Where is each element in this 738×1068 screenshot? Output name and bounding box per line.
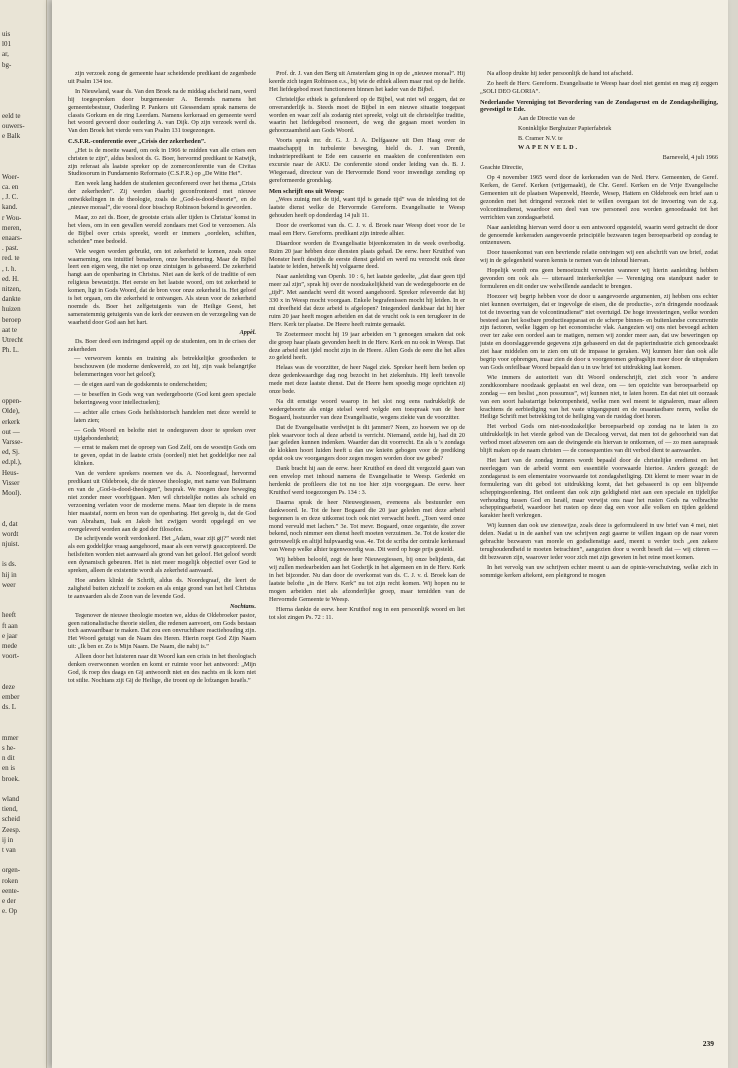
gutter-fragment: r Wou- [2,213,22,222]
column-2 [269,70,465,1010]
gutter-fragment: roken [2,876,18,885]
gutter-fragment: ember [2,693,20,701]
gutter-fragment: kand. [2,203,18,212]
gutter-fragment: ed.pl.), [2,458,22,467]
gutter-fragment: Visser [2,478,20,487]
gutter-fragment: out — [2,427,20,436]
gutter-fragment: orgen- [2,866,21,875]
gutter-fragment: d, dat [2,519,18,528]
gutter-fragment: ij in [2,835,14,844]
gutter-fragment: beroep [2,315,22,324]
paragraph: „Het is de moeite waard, om ook in 1966 te midden van alle crises een christen te zijn”, aldus besloot ds. G. Boer, hervormd predikant te Katwijk, zijn referaat als laatste spreker op de zomerconferentie van de Civitas Studiosorum in Fundamento Reformato (C.S.F.R.) op „De Witte Hei”. [68,146,256,178]
section-heading: Nederlandse Vereniging tot Bevordering van de Zondagsrust en de Zondagsheiliging, gevestigd te Ede. [480,98,718,114]
paragraph: De schrijvende wordt verdonkerd. Het „Adam, waar zijt gij?” wordt niet als een goddelijke vraag aangehoord, maar als een verwijt geaccepteerd. De heilsfeiten worden niet aanvaard als grond van het geloof. Het geloof wordt een dynamisch gebeuren. Het is niet meer mogelijk objectief over God te spreken, alleen de existentie wordt als zekerheid aanvaard. [68,535,256,575]
gutter-fragment: njuist. [2,540,20,548]
paragraph: Vele wegen worden gebruikt, om tot zekerheid te komen, zoals onze waarneming, ons intuïtief benaderen, onze beredenering. Maar de Bijbel leert een eigen weg, die niet op onze zintuigen is gebaseerd. De zekerheid hangt aan de openbaring in Christus. Niet aan de kerk of de traditie of een religieus bewustzijn. Het eerste en het laatste woord, om tot zekerheid te komen, ligt in Gods Woord, dat de bron voor onze zekerheid is. Het geloof is het orgaan, om die zekerheid te ontvangen. Als steun voor de zekerheid noemde ds. Boer het zelfgetuigenis van de Heilige Geest, het samenstemmig getuigenis van de kerk der eeuwen en de verzegeling van de waarheid door God aan het hart. [68,247,256,326]
paragraph: Een week lang hadden de studenten geconfereerd over het thema „Crisis der zekerheden”. Zij werden daarbij geconfronteerd met nieuwe ontwikkelingen in de theologie, zoals de „God-is-dood-theorie”, en de „nieuwe moraal”, die vooral door bisschop Robinson bekend is geworden. [68,180,256,212]
gutter-fragment: Heus- [2,468,19,477]
column-3 [480,70,718,1010]
paragraph: Naar aanleiding van Openb. 10 : 6, het laatste gedeelte, „dat daar geen tijd meer zal zijn”, sprak hij over de noodzakelijkheid van de wedergeboorte en de „tijd”. Met aandacht werd dit woord aangehoord. Spreker releveerde dat hij 330 x in Weesp mocht voorgaan. Enkele begrafenissen mocht hij leiden. In er mi dreefheid dat deze arbeid is afgelopen? Integendeel dankbaar dat hij hier ruim 20 jaar heeft mogen arbeiden en dat de vrucht ook is een terugkeer in de Herv. Kerk ter plaatse. De Heere heeft ruimte gemaakt. [269,273,465,328]
gutter-fragment: Zeesp. [2,825,21,834]
gutter-fragment: ca. en [2,183,19,191]
gutter-fragment: ft aan [2,621,18,630]
gutter-fragment: hij in [2,570,17,579]
paragraph: Na dit ernstige woord waarop in het slot nog eens nadrukkelijk de wedergeboorte als enige stelsel werd volgde een toespraak van de heer Bogaard, hsstuurder van deze Evangelisatie, wegens ziekte van de voorzitter. [269,397,465,421]
gutter-fragment: uis [2,30,11,38]
gutter-fragment: Utrecht [2,336,23,344]
gutter-fragment: ar, [2,50,9,59]
section-heading: Men schrijft ons uit Weesp: [269,187,345,195]
gutter-fragment: e der [2,897,16,905]
column-1 [68,70,256,1010]
paragraph: zijn verzoek zong de gemeente haar scheidende predikant de zegenbede uit Psalm 134 toe. [68,70,256,85]
paragraph: Het verbod Gods om niet-noodzakelijke beroepsarbeid op zondag na te laten is zo uitdrukkelijk in het vierde gebod van de Decaloog vervat, dat men tot de gehoorheid van dat verbod moet afzweren om aan de dwingende eis hiervan te ontkomen, of — zo men aanspraak blijft maken op de naam christen — de consequenties van dit verbod dient te aanvaarden. [480,423,718,455]
dash-item: — de eigen aard van de godskennis te onderscheiden; [74,381,207,389]
dash-item: — ernst te maken met de oproep van God Zelf, om de woestijn Gods om te geven, opdat in de laatste crisis (oordeel) niet het goddelijke nee zal klinken. [74,444,256,468]
gutter-fragment: red. te [2,254,20,263]
address-town: WAPENVELD. [518,144,580,152]
gutter-fragment: broek. [2,774,20,783]
paragraph: Zo heeft de Herv. Gereform. Evangelisatie te Weesp haar doel niet gemist en mag zij zeggen „SOLI DEO GLORIA”. [480,79,718,95]
gutter-fragment: is ds. [2,560,17,569]
salutation: Geachte Directie, [480,164,524,172]
gutter-fragment: tiend, [2,805,18,814]
paragraph: Helaas was de voorzitter, de heer Nagel ziek. Spreker heeft hem beden op deze gedenkwaardige dag nog bezocht in het ziekenhuis. Hij leeft tenvolle mede met deze laatste dienst. Dat de Heere hem spoedig moge oprichten zij onze bede. [269,364,465,396]
gutter-fragment: dankte [2,295,21,304]
dash-item: — achter alle crises Gods heilshistorisch handelen met deze wereld te laten zien; [74,408,256,424]
subheading: Nochtans. [230,602,256,610]
paragraph: Dank bracht hij aan de eerw. heer Kruithof en deed dit vergezeld gaan van een envelop met inhoud namens de Evangelisatie te Weesp. Gedenkt en herdenkt de profileers die tot nu toe hier zijn voorgegaan. De eerw. heer Kruithof werd toegezongen Ps. 134 : 3. [269,465,465,496]
gutter-fragment: meren, [2,223,22,232]
paragraph: Diaardoor worden de Evangelisatie bijeenkomsten in de week overbodig. Ruim 20 jaar hebben deze diensten plaats gehad. De eerw. heer Kruithof van Monster heeft destijds de eerste dienst geleid en werd nu verzocht ook deze laatste te leiden, hetwelk hij volgaarne deed. [269,239,465,271]
previous-page-edge [0,0,47,1068]
paragraph: Door de overkomst van ds. C. J. v. d. Broek naar Weesp doet voor de 1e maal een Herv. Gereform. predikant zijn intrede alhier. [269,221,465,237]
paragraph: Van de verdere sprekers noemen we ds. A. Noordegraaf, hervormd predikant uit Oldebroek, die de nieuwe theologie, met name van Bultmann en van de „God-is-dood-theologen”, besprak. We mogen deze beweging niet zonder meer voorbijgaan. Men wil christelijke noties als schuld en verzoening verlaten voor de moderne mens. Maar ten diepste is de mens hier maatstaf, norm en bron van de openbaring. Het gevolg is, dat de God van Abraham, Isak en Jakob het zwijgen wordt opgelegd en we overgeleverd worden aan de god der filosofen. [68,470,256,533]
paragraph: Hoezeer wij begrip hebben voor de door u aangevoerde argumenten, zij hebben ons echter niet kunnen overtuigen, dat er ingevolge de eisen, die de productie-, zo'n dringende noodzaak tot de invoering van de volcontinudienst” niet overtuigd. De hoge investeringen, welke worden besteed aan het kostbare productieapparaat en de scherpe binnen- en buitenlandse concurrentie zijn factoren, welke liggen op het economische vlak. Aangezien wij ons niet bevoegd achten over ter zake een oordeel aan te matigen, nemen wij zonder meer aan, dat uw beweringen op juiste en doorslaggevende gegevens zijn gebaseerd en dat de papierindustrie zich genoodzaakt ziet haar middelen om te zien om uit de impasse te geraken. Wij kunnen hier dan ook alle begrip voor opbrengen, maar zien de door u voorgenomen gedragslijn meer door de uitspraken van Gods onfeilbaar Woord bepaald dan u in uw brief tot uitdrukking laat komen. [480,292,718,371]
gutter-fragment: n dit [2,754,15,763]
gutter-fragment: wordt [2,529,19,538]
gutter-fragment: heeft [2,611,16,620]
paragraph: Christelijke ethiek is gefundeerd op de Bijbel, wat niet wil zeggen, dat ze onveranderlijk is. Steeds moet de Bijbel in een nieuwe situatie toegepast worden en waar zelf als zodanig niet spreekt, volgt uit de christelijke traditie, waarin het liefdegebod resoneert, de weg die gegaan moet worden in gehoorzaamheid aan Gods Woord. [269,95,465,135]
gutter-fragment: ouwers- [2,121,25,130]
gutter-fragment: enaars- [2,234,23,242]
address-line: B. Cramer N.V. te [518,134,563,142]
gutter-fragment: e. Op [2,907,18,916]
paragraph: In Nieuwland, waar ds. Van den Broek na de middag afscheid nam, werd hij toegesproken door burgemeester A. Berends namens het gemeentebestuur, Ouderling P. Pankers uit Giessendam sprak namens de classis Gorkum en de ring Leerdam. Namens kerkeraad en gemeente werd het woord gevoerd door ouderling A. van Dijk. Op zijn verzoek werd ds. Van den Broek het vierde vers van Psalm 131 toegezongen. [68,87,256,135]
paragraph: Te Zoetermeer mocht hij 19 jaar arbeiden en 't genoegen smaken dat ook die groep haar plaats gevonden heeft in de Herv. Kerk en nu ook in Weesp. Dat deze arbeid niet ijdel mocht zijn in de Heere. Allen Gods de eere die het alles zo geleid heeft. [269,330,465,362]
paragraph: Wie immers de autoriteit van dit Woord onderschrijft, ziet zich voor 'n andere zondtkoombare noodzaak geplaatst en wel deze, om — ten opzichte van beroepsarbeid op zondag — een beslist „non possumus”, wij kunnen niet, te laten horen. En dat niet uit oorzaak van een soort halsstarrige bekrompenheid, welke men wel meent te signaleren, maar alleen krachtens de eerbiediging van het vaste uitgangspunt en de onaantastbare norm, welke de Heilige Schrift met betrekking tot de heiliging van de rustdag doet horen. [480,373,718,421]
dash-item: — te beseffen in Gods weg van wedergeboorte (God kent geen speciale bekeringsweg voor intellectuelen); [74,391,256,406]
gutter-fragment: Mool). [2,489,22,497]
gutter-fragment: , t. h. [2,264,17,273]
paragraph: Dat de Evangelisatie verdwijnt is dit jammer? Neen, zo hoewen we op de plek waarvoor toch al deze arbeid is verricht. Niemand, zeide hij, had dit 20 jaar geleden kunnen indenken. Waarder dan dit voorrecht. En als u 's zondags de klokken hoort luiden heeft u dan uw knieën gebogen voor de prediking opdat ook uw voorgangers door zegen mogen worden door uw gebed? [269,423,465,463]
gutter-fragment: mede [2,642,18,650]
paragraph: Voorts sprak mr. dr. G. J. J. A. Delfgaauw uit Den Haag over de maatschappij in turbulente beweging, hield ds. J. van Drenth, industriepredikant te Ede een causerie en maakten de conferentisten een excursie naar de AKU. De conferentie stond onder leiding van ds. B. J. Wiegeraad, directeur van de Hervormde Bond voor inwendige zending op gereformeerde grondslag. [269,137,465,184]
page-number: 239 [702,1039,714,1048]
paragraph: Wij kunnen dan ook uw zienswijze, zoals deze is geformuleerd in uw brief van 4 mei, niet delen. Nadat u in de aanhef van uw schrijven zegt gaarne te willen ingaan op de naar voren gebrachte bezwaren van morele en godsdienstige aard, meent u verder toch „een zekere terughoudendheid te moeten betrachten”, aangezien door u wordt beseft dat — wij citeren — dit bezwaren zijn, waarover ieder voor zich met zijn geweten in het reine moet komen. [480,522,718,561]
gutter-fragment: huizen [2,305,21,314]
gutter-fragment: deze [2,682,15,691]
gutter-fragment: mmer [2,733,19,742]
gutter-fragment: wland [2,795,20,803]
gutter-fragment: Ph. L. [2,346,19,355]
gutter-fragment: t van [2,846,16,854]
gutter-fragment: aat te [2,325,17,334]
gutter-fragment: e Balk [2,132,21,140]
gutter-fragment: . past. [2,244,19,253]
paragraph: Hopelijk wordt ons geen bemoeizucht verweten wanneer wij hierin aanleiding hebben gevonden om ook als — uiteraard interkerkelijke — Vereniging ons standpunt nader te formuleren en dit onder uw welwillende aandacht te brengen. [480,267,718,290]
gutter-fragment: erkerk [2,417,20,426]
gutter-fragment: Woer- [2,172,20,181]
dash-item: — Gods Woord en belofte niet te ondergraven door te spreken over tijdgebondenheid; [74,426,256,442]
paragraph: Hoe anders klinkt de Schrift, aldus ds. Noordegraaf, die leert de zaligheid buiten zichzelf te zoeken en als enige grond van het heil Christus te aanvaarden als de Zoon van de levende God. [68,576,256,600]
gutter-fragment: Olde), [2,407,20,416]
gutter-fragment: e jaar [2,631,18,640]
gutter-fragment: l01 [2,40,11,49]
gutter-fragment: weer [2,580,16,589]
paragraph: Naar aanleiding hiervan werd door u een antwoord opgesteld, waarin werd getracht de door de genoemde kerkeraden aangevoerde principiële bezwaren tegen beroepsarbeid op zondag te ontzenuwen. [480,223,718,247]
letter-date: Barneveld, 4 juli 1966 [662,154,718,162]
paragraph: Het hart van de zondag immers wordt bepaald door de christelijke eredienst en het neerleggen van de arbeid vormt een essentiële voorwaarde hiertoe. Anders gezegd: de zondagsrust is een elementaire voorwaarde tot zondagsheiliging. Dit klemt te meer waar in de formulering van dit gebod tot uitdrukking komt, dat het gebaseerd is op een blijvende scheppingsordening. Het ontleent dan ook zijn geldigheid niet aan een speciale en tijdelijke verhouding tussen God en Israël, maar verwijst ons naar het rusten Gods na volbrachte scheppingsarbeid, waardoor het rusten op deze dag een voor alle volken en tijden geldend karakter heeft verkregen. [480,456,718,520]
gutter-fragment: s he- [2,744,16,752]
gutter-fragment: eeld te [2,111,21,120]
gutter-fragment: ds. L [2,703,16,712]
gutter-fragment: scheid [2,815,20,824]
gutter-fragment: eente- [2,886,20,895]
paragraph: Na afloop drukte hij ieder persoonlijk de hand tot afscheid. [487,70,634,77]
paragraph: Prof. dr. J. van den Berg uit Amsterdam ging in op de „nieuwe moraal”. Hij keerde zich tegen Robinson e.s., bij wie de ethiek alleen maar rust op de liefde. Het liefdegebod moet functioneren binnen het kader van de Bijbel. [269,70,465,93]
paragraph: Ds. Boer deed een indringend appèl op de studenten, om in de crises der zekerheden [68,337,256,353]
paragraph: In het vervolg van uw schrijven echter meent u aan de opinie-verschuiving, welke zich in sommige kerken aftekent, een pleitgrond te mogen [480,563,718,579]
paragraph: Door tussenkomst van een bevriende relatie ontvingen wij een afschrift van uw brief, zodat wij in de gelegenheid waren kennis te nemen van de inhoud hiervan. [480,249,718,265]
gutter-fragment: voort- [2,652,20,661]
paragraph: Maar, zo zei ds. Boer, de grootste crisis aller tijden is Christus' komst in het vlees, om in een gevallen wereld zondaars met God te verzoenen. Als de Bijbel over crisis spreekt, wordt er immers „oordelen, schiften, scheiden” mee bedoeld. [68,214,256,245]
paragraph: Alleen door het luisteren naar dit Woord kan een crisis in het theologisch denken overwonnen worden en komt er ruimte voor het antwoord: „Mijn God, ik roep des daags en Gij antwoordt niet en des nachts en ik kom niet tot stilte. Nochtans zijt Gij de Heilige, die troont op de lofzangen Israëls.” [68,653,256,684]
gutter-fragment: oppen- [2,397,22,406]
paragraph: Hierna dankte de eerw. heer Kruithof nog in een persoonlijk woord en liet tot slot zingen Ps. 72 : 11. [269,605,465,621]
gutter-fragment: nitzen, [2,285,21,293]
paragraph: Wij hebben beloofd, zegt de heer Nieuwegiessen, bij onze belijdenis, dat wij zullen medearbeiden aan het Godsrijk in het algemeen en in de Herv. Kerk in het bijzonder. Nu dan door de overkomst van ds. C. J. v. d. Broek kan de laatste belofte „in de Herv. Kerk” nu tot zijn recht komen. Wij hopen nu te mogen arbeiden niet als afzonderlijke groep, maar temidden van de Hervormde Gemeente te Weesp. [269,556,465,603]
gutter-fragment: ed, Sj. [2,448,20,457]
address-line: Aan de Directie van de [518,114,576,122]
gutter-fragment: en is [2,764,16,773]
subheading: Appèl. [239,328,256,336]
gutter-fragment: bg- [2,60,12,69]
paragraph: Daarna sprak de heer Nieuwegiessen, eveneens als bestuurder een dankwoord. Ie. Tot de heer Bogaard die 20 jaar geleden met deze arbeid begonnen is en deze uitkomst toch ook niet verwacht heeft. „Toen werd onze mond vervuld met lachen.” 3e. Tot mevr. Bogaard, onze organiste, die zover bekend, noch nimmer een dienst heeft moeten verzuimen. 3e. Tot de koster die getrouwelijk en altijd hulpvaardig was. 4e. Tot de scriba der centrale kerkeraad van Weesp welke alhier tegenwoordig was. Dit werd op hoge prijs gesteld. [269,498,465,554]
gutter-fragment: , J. C. [2,193,19,202]
gutter-fragment: ed. H. [2,274,19,283]
paragraph: „Wees zuinig met de tijd, want tijd is genade tijd” was de inleiding tot de laatste dienst welke de Hervormde Gereform. Evangelisatie te Weesp gehouden heeft op donderdag 14 juli 11. [269,196,465,219]
paragraph: Tegenover de nieuwe theologie moeten we, aldus de Oldebroeker pastor, geen rationalistische theorie stellen, die redenen aanvoert, om Gods bestaan toch aanvaardbaar te maken. Dat zou een onvruchtbare reactiehouding zijn. Het Woord getuigt van de Naam des Heren. Hierin roept God Zijn Naam uit: „Ik ben er. Zo is Mijn Naam. De Naam, die nabij is.” [68,611,256,651]
address-line: Koninklijke Berghuizer Papierfabriek [518,124,612,132]
section-heading: C.S.F.R.-conferentie over „Crisis der zekerheden”. [68,138,206,146]
dash-item: — verworven kennis en training als betrekkelijke grootheden te beschouwen (de moderne denkwereld, zo zei hij, zijn vaak belangrijke belemmeringen voor het geloof); [74,355,256,379]
gutter-fragment: Varsse- [2,438,23,446]
newspaper-page [52,0,728,1068]
paragraph: Op 4 november 1965 werd door de kerkeraden van de Ned. Herv. Gemeenten, de Geref. Kerken, de Geref. Kerken (vrijgemaakt), de Chr. Geref. Kerken en de Vrije Evangelische Gemeenten uit de plaatsen Wapenveld, Heerde, Wesep, Hattem en Oldebroek een brief aan u gezonden met het dringend verzoek niet te willen overgaan tot de invoering van de z.g. volcontinudienst, waardoor een deel van uw personeel zou worden genoodzaakt tot het verrichten van zondagsarbeid. [480,174,718,221]
